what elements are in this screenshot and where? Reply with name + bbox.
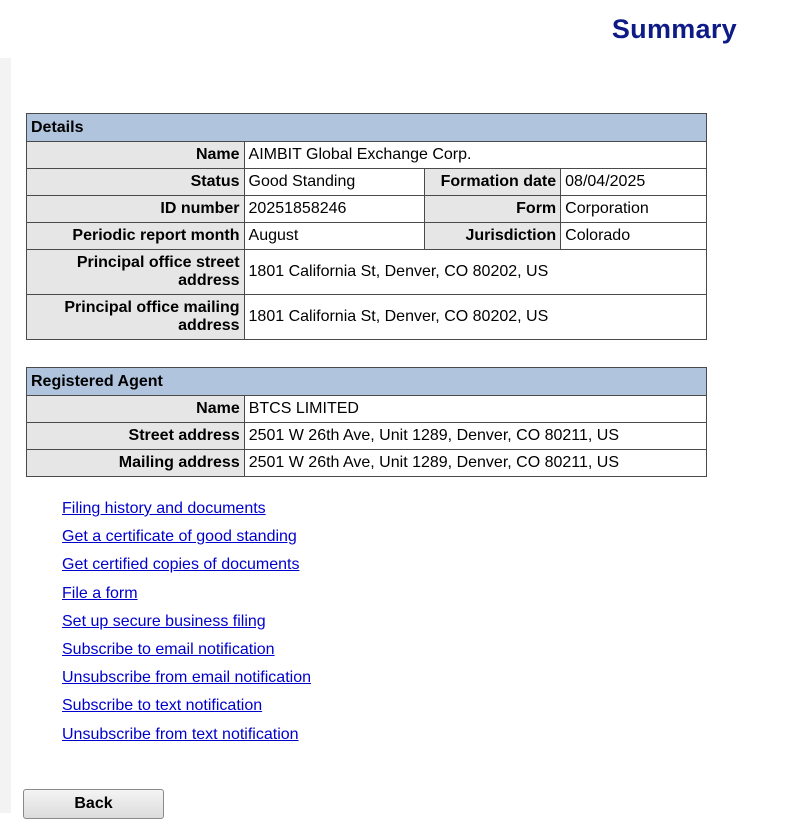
page-title: Summary — [611, 14, 737, 44]
periodic-report-label: Periodic report month — [27, 223, 245, 250]
details-row-status — [27, 169, 707, 196]
agent-row-mailing — [27, 450, 707, 477]
status-label: Status — [27, 169, 245, 196]
details-row-periodic — [27, 223, 707, 250]
agent-name-value: BTCS LIMITED — [244, 396, 706, 423]
link-filing-history[interactable]: Filing history and documents — [62, 500, 266, 517]
status-value: Good Standing — [244, 169, 425, 196]
details-row-name — [27, 142, 707, 169]
details-row-id — [27, 196, 707, 223]
jurisdiction-label: Jurisdiction — [425, 223, 561, 250]
agent-street-value: 2501 W 26th Ave, Unit 1289, Denver, CO 80211, US — [244, 423, 706, 450]
back-button[interactable]: Back — [23, 789, 164, 819]
street-address-label: Principal office street address — [27, 250, 245, 295]
link-subscribe-text[interactable]: Subscribe to text notification — [62, 697, 263, 715]
agent-mailing-value: 2501 W 26th Ave, Unit 1289, Denver, CO 80211, US — [244, 450, 706, 477]
link-unsubscribe-email[interactable]: Unsubscribe from email notification — [62, 669, 311, 687]
id-number-label: ID number — [27, 196, 245, 223]
registered-agent-table — [26, 367, 707, 477]
form-label: Form — [425, 196, 561, 223]
mailing-address-label: Principal office mailing address — [27, 295, 245, 340]
link-file-form[interactable]: File a form — [62, 584, 138, 602]
jurisdiction-value: Colorado — [561, 223, 707, 250]
name-label: Name — [27, 142, 245, 169]
link-unsubscribe-text[interactable]: Unsubscribe from text notification — [62, 725, 299, 743]
name-value: AIMBIT Global Exchange Corp. — [244, 142, 706, 169]
details-row-street-address — [27, 250, 707, 295]
agent-row-street — [27, 423, 707, 450]
agent-mailing-label: Mailing address — [27, 450, 245, 477]
formation-date-value: 08/04/2025 — [561, 169, 707, 196]
action-links — [62, 499, 311, 753]
left-margin-strip — [0, 58, 11, 813]
link-subscribe-email[interactable]: Subscribe to email notification — [62, 640, 275, 658]
form-value: Corporation — [561, 196, 707, 223]
periodic-report-value: August — [244, 223, 425, 250]
id-number-value: 20251858246 — [244, 196, 425, 223]
details-row-mailing-address — [27, 295, 707, 340]
mailing-address-value: 1801 California St, Denver, CO 80202, US — [244, 295, 706, 340]
link-certified-copies[interactable]: Get certified copies of documents — [62, 556, 300, 574]
details-header: Details — [27, 114, 707, 142]
details-table — [26, 113, 707, 340]
street-address-value: 1801 California St, Denver, CO 80202, US — [244, 250, 706, 295]
formation-date-label: Formation date — [425, 169, 561, 196]
registered-agent-header: Registered Agent — [27, 368, 707, 396]
agent-street-label: Street address — [27, 423, 245, 450]
agent-row-name — [27, 396, 707, 423]
agent-name-label: Name — [27, 396, 245, 423]
link-secure-business-filing[interactable]: Set up secure business filing — [62, 612, 266, 630]
link-certificate-good-standing[interactable]: Get a certificate of good standing — [62, 528, 297, 546]
